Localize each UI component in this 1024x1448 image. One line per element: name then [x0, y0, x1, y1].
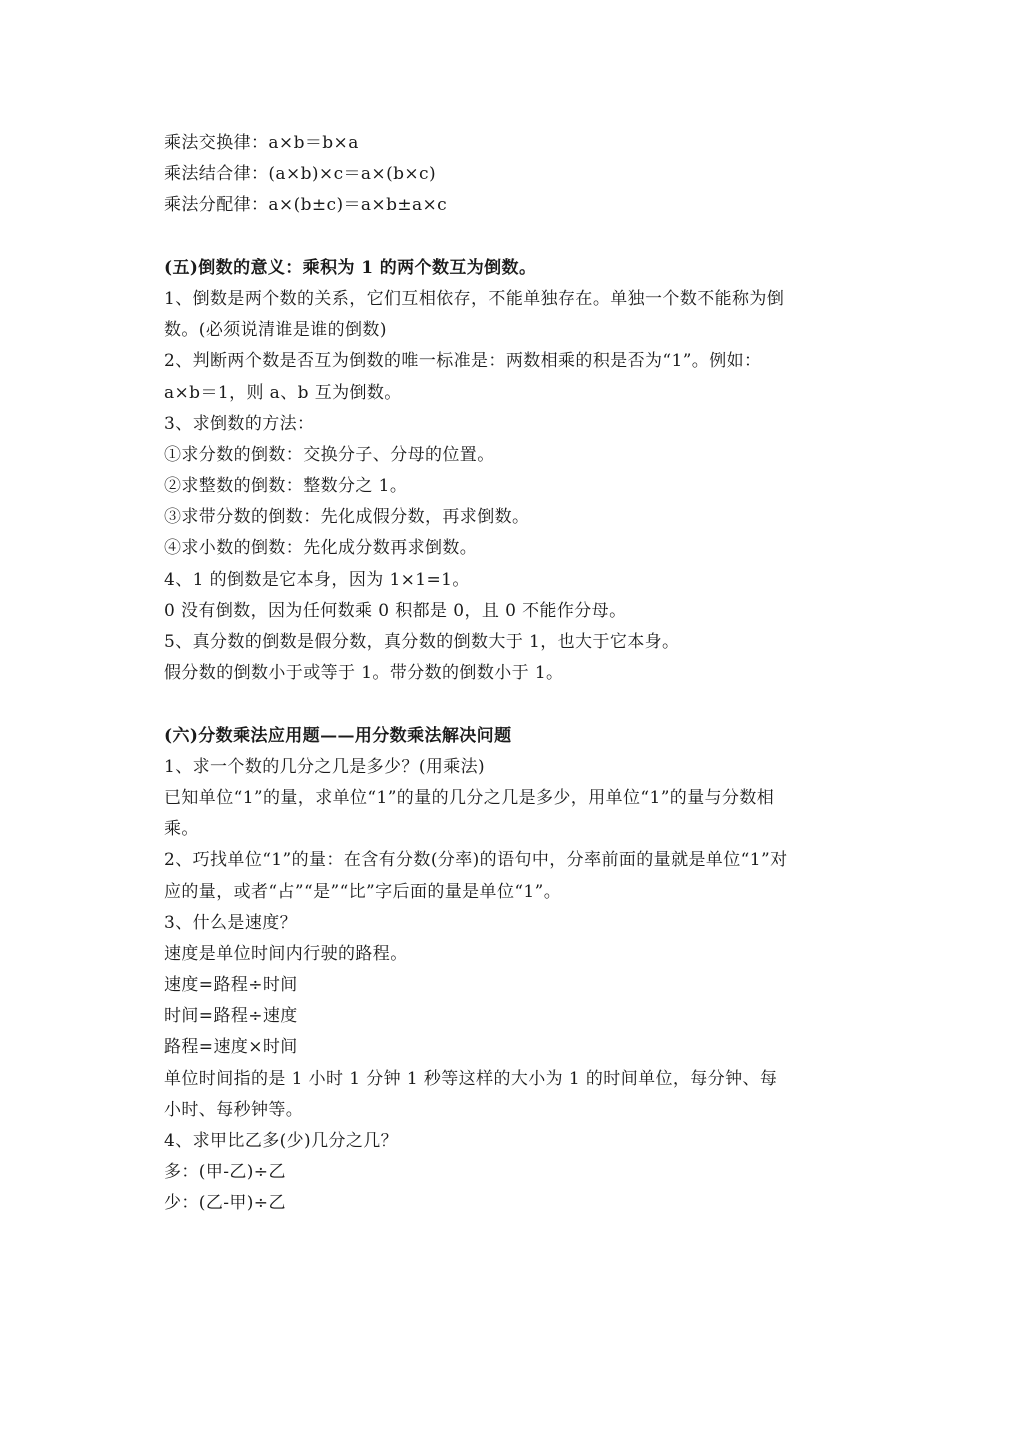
paragraph-line: 小时、每秒钟等。 — [164, 1099, 304, 1120]
paragraph-line: 数。(必须说清谁是谁的倒数) — [164, 320, 387, 341]
paragraph-line: 1、求一个数的几分之几是多少？(用乘法) — [164, 756, 486, 777]
spacer — [164, 689, 864, 720]
paragraph-line: 单位时间指的是 1 小时 1 分钟 1 秒等这样的大小为 1 的时间单位，每分钟、每 — [164, 1068, 778, 1089]
document-page — [164, 128, 864, 1220]
formula-line: 路程=速度×时间 — [164, 1037, 298, 1058]
paragraph-line: 2、判断两个数是否互为倒数的唯一标准是：两数相乘的积是否为“1”。例如： — [164, 351, 762, 372]
formula-line: 少：(乙-甲)÷乙 — [164, 1193, 286, 1214]
method-item: ①求分数的倒数：交换分子、分母的位置。 — [164, 444, 495, 465]
paragraph-line: 已知单位“1”的量，求单位“1”的量的几分之几是多少，用单位“1”的量与分数相 — [164, 787, 775, 808]
paragraph-line: 5、真分数的倒数是假分数，真分数的倒数大于 1，也大于它本身。 — [164, 632, 680, 652]
paragraph-line: 1、倒数是两个数的关系，它们互相依存，不能单独存在。单独一个数不能称为倒 — [164, 288, 785, 309]
paragraph-line: a×b＝1，则 a、b 互为倒数。 — [164, 382, 402, 403]
section-title-application: (六)分数乘法应用题——用分数乘法解决问题 — [164, 725, 512, 746]
paragraph-line: 速度是单位时间内行驶的路程。 — [164, 943, 408, 964]
paragraph-line: 4、求甲比乙多(少)几分之几？ — [164, 1131, 399, 1151]
spacer — [164, 222, 864, 253]
distributive-law: 乘法分配律：a×(b±c)＝a×b±a×c — [164, 195, 448, 216]
paragraph-line: 3、什么是速度？ — [164, 912, 298, 933]
paragraph-line: 3、求倒数的方法： — [164, 413, 315, 434]
paragraph-line: 0 没有倒数，因为任何数乘 0 积都是 0，且 0 不能作分母。 — [164, 600, 627, 621]
paragraph-line: 假分数的倒数小于或等于 1。带分数的倒数小于 1。 — [164, 663, 564, 684]
paragraph-line: 4、1 的倒数是它本身，因为 1×1=1。 — [164, 569, 470, 590]
associative-law: 乘法结合律：(a×b)×c＝a×(b×c) — [164, 164, 436, 185]
formula-line: 速度=路程÷时间 — [164, 975, 298, 996]
method-item: ④求小数的倒数：先化成分数再求倒数。 — [164, 538, 478, 559]
paragraph-line: 乘。 — [164, 819, 199, 840]
method-item: ②求整数的倒数：整数分之 1。 — [164, 476, 408, 497]
paragraph-line: 2、巧找单位“1”的量：在含有分数(分率)的语句中，分率前面的量就是单位“1”对 — [164, 850, 788, 871]
multiplication-laws — [164, 128, 864, 222]
commutative-law: 乘法交换律：a×b＝b×a — [164, 133, 359, 153]
section-application — [164, 721, 864, 1220]
method-item: ③求带分数的倒数：先化成假分数，再求倒数。 — [164, 507, 530, 528]
paragraph-line: 应的量，或者“占”“是”“比”字后面的量是单位“1”。 — [164, 881, 562, 902]
section-title-reciprocal: (五)倒数的意义：乘积为 1 的两个数互为倒数。 — [164, 257, 537, 278]
formula-line: 时间=路程÷速度 — [164, 1006, 298, 1027]
formula-line: 多：(甲-乙)÷乙 — [164, 1162, 286, 1183]
section-reciprocal — [164, 253, 864, 690]
